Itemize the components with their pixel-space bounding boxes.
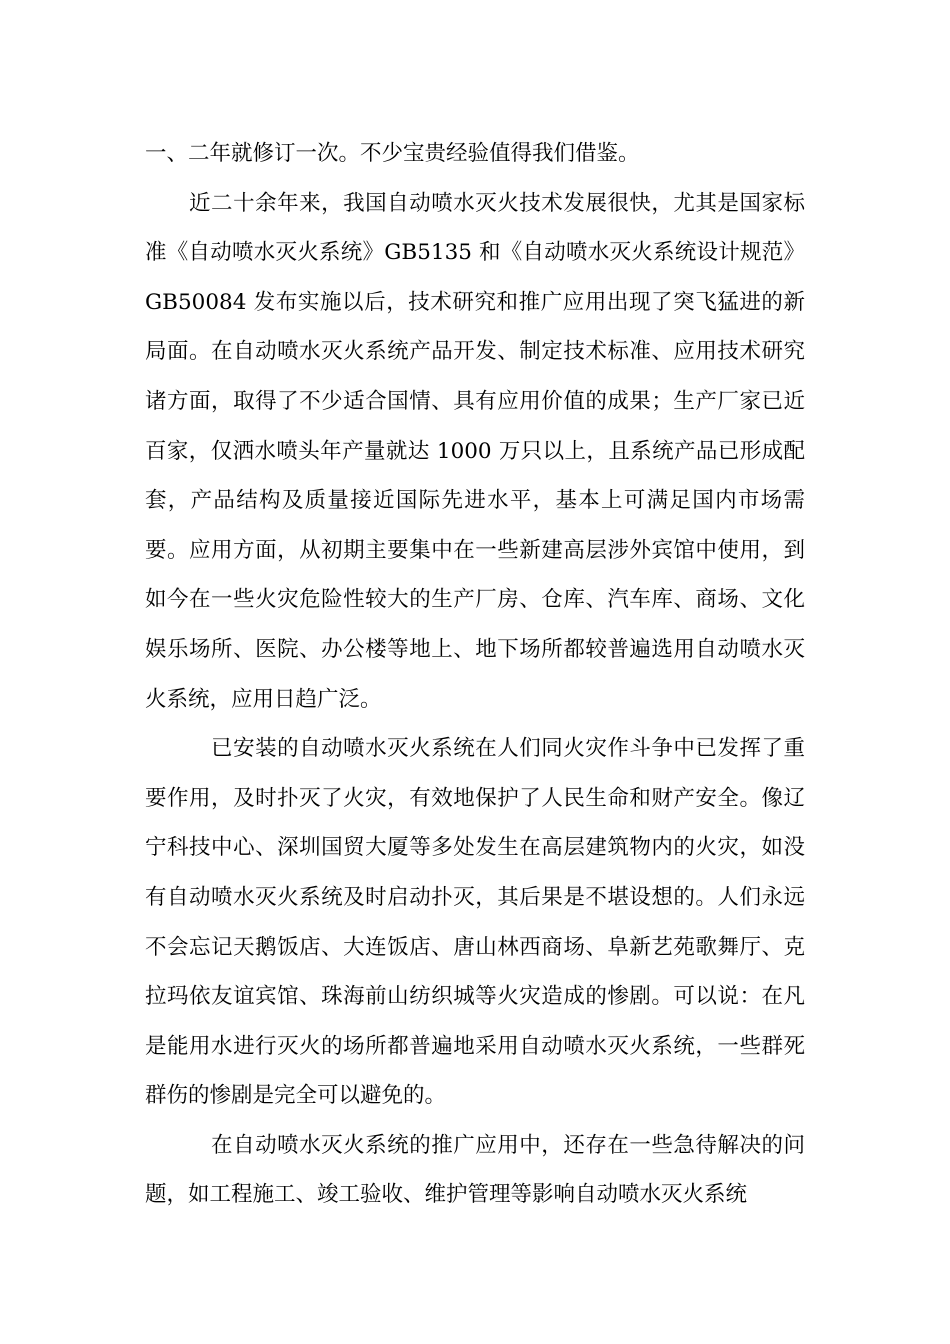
document-body xyxy=(145,129,805,1220)
paragraph-3: 已安装的自动喷水灭火系统在人们同火灾作斗争中已发挥了重要作用，及时扑灭了火灾，有效地保护了人民生命和财产安全。像辽宁科技中心、深圳国贸大厦等多处发生在高层建筑物内的火灾，如没有自动喷水灭火系统及时启动扑灭，其后果是不堪设想的。人们永远不会忘记天鹅饭店、大连饭店、唐山林西商场、阜新艺苑歌舞厅、克拉玛依友谊宾馆、珠海前山纺织城等火灾造成的惨剧。可以说：在凡是能用水进行灭火的场所都普遍地采用自动喷水灭火系统，一些群死群伤的惨剧是完全可以避免的。 xyxy=(145,736,805,1109)
paragraph-4: 在自动喷水灭火系统的推广应用中，还存在一些急待解决的问题，如工程施工、竣工验收、维护管理等影响自动喷水灭火系统 xyxy=(145,1132,805,1208)
paragraph-2: 近二十余年来，我国自动喷水灭火技术发展很快，尤其是国家标准《自动喷水灭火系统》GB5135 和《自动喷水灭火系统设计规范》GB50084 发布实施以后，技术研究和推广应用出现了突飞猛进的新局面。在自动喷水灭火系统产品开发、制定技术标准、应用技术研究诸方面，取得了不少适合国情、具有应用价值的成果；生产厂家已近百家，仅洒水喷头年产量就达 1000 万只以上，且系统产品已形成配套，产品结构及质量接近国际先进水平，基本上可满足国内市场需要。应用方面，从初期主要集中在一些新建高层涉外宾馆中使用，到如今在一些火灾危险性较大的生产厂房、仓库、汽车库、商场、文化娱乐场所、医院、办公楼等地上、地下场所都较普遍选用自动喷水灭火系统，应用日趋广泛。 xyxy=(145,190,805,712)
paragraph-1: 一、二年就修订一次。不少宝贵经验值得我们借鉴。 xyxy=(145,141,640,166)
